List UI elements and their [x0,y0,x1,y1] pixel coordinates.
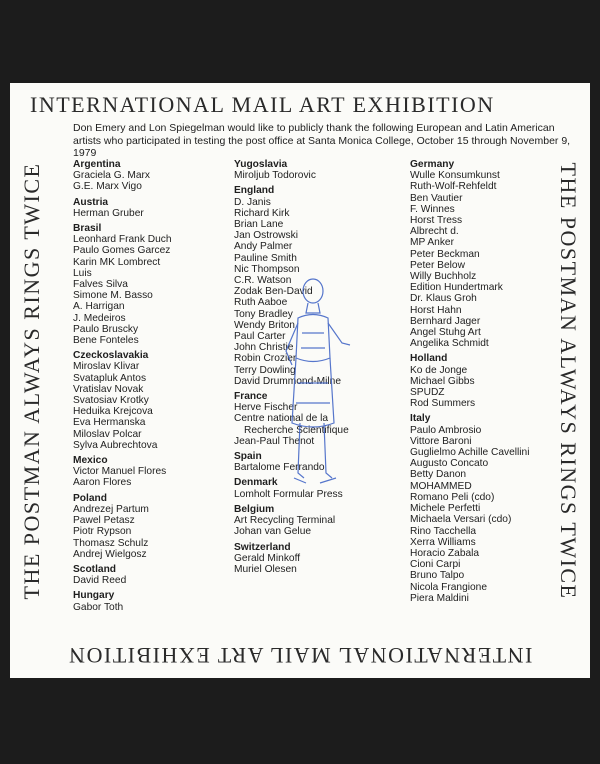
artist-name: D. Janis [234,196,271,208]
artist-name: Sylva Aubrechtova [73,439,158,451]
intro-text: Don Emery and Lon Spiegelman would like to publicly thank the following European and Latin American artists who participated in testing the post office at Santa Monica College, October 15 through November 9, 1979 [73,122,571,159]
country-heading: Brasil [73,223,102,235]
artist-name: Recherche Scientifique [244,424,349,436]
artist-name: Eva Hermanska [73,417,146,429]
artist-name: MOHAMMED [410,480,472,492]
artist-name: Gerald Minkoff [234,552,301,564]
banner-right: THE POSTMAN ALWAYS RINGS TWICE [556,162,581,600]
banner-top: INTERNATIONAL MAIL ART EXHIBITION [30,92,495,117]
artist-column-3 [410,159,580,604]
artist-name: Romano Peli (cdo) [410,491,495,503]
artist-name: Svatapluk Antos [73,372,147,384]
artist-name: Vratislav Novak [73,383,144,395]
artist-name: MP Anker [410,237,454,249]
artist-name: Jean-Paul Thenot [234,435,315,447]
artist-name: Ben Vautier [410,192,463,204]
artist-name: Piera Maldini [410,592,469,604]
artist-name: Angelika Schmidt [410,338,489,350]
artist-name: Terry Dowling [234,364,296,376]
artist-name: Vittore Baroni [410,435,472,447]
artist-name: Art Recycling Terminal [234,515,336,527]
artist-name: Tony Bradley [234,308,293,320]
artist-name: Michele Perfetti [410,503,481,515]
artist-name: Michael Gibbs [410,375,475,387]
artist-name: Leonhard Frank Duch [73,234,172,246]
country-heading: Austria [73,196,109,208]
artist-name: Miroljub Todorovic [234,170,316,182]
artist-name: Edition Hundertmark [410,282,503,294]
artist-name: Betty Danon [410,469,467,481]
artist-column-1 [73,159,223,613]
artist-name: Ruth Aaboe [234,297,288,309]
artist-name: Nicola Frangione [410,581,488,593]
artist-name: Aaron Flores [73,477,132,489]
artist-name: Horacio Zabala [410,547,480,559]
artist-name: Herman Gruber [73,207,144,219]
artist-name: Augusto Concato [410,458,489,470]
artist-name: SPUDZ [410,387,445,399]
artist-name: Andrezej Partum [73,503,149,515]
artist-name: Ko de Jonge [410,364,468,376]
artist-name: Zodak Ben-David [234,286,313,298]
artist-name: A. Harrigan [73,301,125,313]
banner-left: THE POSTMAN ALWAYS RINGS TWICE [19,162,44,600]
country-heading: Spain [234,451,262,463]
country-heading: Holland [410,353,448,365]
country-heading: Czeckoslavakia [73,350,149,362]
artist-name: Peter Below [410,259,465,271]
artist-name: J. Medeiros [73,312,126,324]
artist-name: Rino Tacchella [410,525,477,537]
artist-name: Heduika Krejcova [73,406,153,418]
artist-name: Gabor Toth [73,601,124,613]
artist-name: Wendy Briton [234,319,295,331]
artist-name: Cioni Carpi [410,559,461,571]
artist-name: Paul Carter [234,331,286,343]
country-heading: France [234,391,268,403]
artist-name: Karin MK Lombrect [73,256,161,268]
artist-name: Andrej Wielgosz [73,548,147,560]
country-heading: Belgium [234,503,275,515]
artist-name: Jan Ostrowski [234,230,298,242]
country-heading: Germany [410,159,455,170]
artist-name: Victor Manuel Flores [73,466,167,478]
artist-name: Thomasz Schulz [73,537,149,549]
artist-name: Lomholt Formular Press [234,488,343,500]
banner-bottom: INTERNATIONAL MAIL ART EXHIBITION [67,643,533,668]
artist-name: C.R. Watson [234,275,292,287]
artist-name: David Drummond-Milne [234,375,341,387]
artist-name: Bruno Talpo [410,570,465,582]
artist-name: Dr. Klaus Groh [410,293,477,305]
artist-name: Rod Summers [410,398,476,410]
artist-name: Graciela G. Marx [73,170,150,182]
artist-name: John Christie [234,342,294,354]
artist-name: Svatosiav Krotky [73,395,149,407]
artist-name: Brian Lane [234,219,284,231]
artist-name: Miroslav Klivar [73,361,140,373]
country-heading: Poland [73,492,107,504]
artist-name: Luis [73,267,92,279]
artist-name: Bartalome Ferrando [234,462,325,474]
artist-name: Michaela Versari (cdo) [410,514,512,526]
artist-name: Richard Kirk [234,207,290,219]
artist-name: Simone M. Basso [73,290,153,302]
artist-name: Muriel Olesen [234,563,297,575]
artist-name: Paulo Bruscky [73,323,139,335]
artist-name: Johan van Gelue [234,526,312,538]
country-heading: England [234,185,275,197]
country-heading: Italy [410,413,431,425]
country-heading: Scotland [73,563,117,575]
country-heading: Denmark [234,477,278,489]
country-heading: Hungary [73,590,115,602]
artist-name: Nic Thompson [234,263,300,275]
artist-name: Herve Fischer [234,402,298,414]
artist-name: Ruth-Wolf-Rehfeldt [410,181,497,193]
stamped-figure-illustration [268,273,358,503]
artist-name: Pauline Smith [234,252,297,264]
artist-name: Andy Palmer [234,241,293,253]
country-heading: Switzerland [234,541,291,553]
artist-name: Willy Buchholz [410,271,477,283]
country-heading: Yugoslavia [234,159,288,170]
artist-name: G.E. Marx Vigo [73,181,142,193]
artist-name: David Reed [73,575,127,587]
artist-name: Paulo Gomes Garcez [73,245,171,257]
artist-name: Miloslav Polcar [73,428,142,440]
artist-name: Peter Beckman [410,248,480,260]
artist-name: Guglielmo Achille Cavellini [410,447,530,459]
artist-name: Piotr Rypson [73,526,132,538]
artist-name: Horst Tress [410,215,463,227]
artist-name: Albrecht d. [410,226,459,238]
artist-name: Robin Crozier [234,353,297,365]
artist-name: Bernhard Jager [410,315,481,327]
artist-name: F. Winnes [410,203,455,215]
artist-name: Bene Fonteles [73,335,139,347]
exhibition-card [10,83,590,678]
artist-name: Centre national de la [234,413,329,425]
artist-name: Horst Hahn [410,304,462,316]
artist-name: Falves Silva [73,279,128,291]
artist-name: Wulle Konsumkunst [410,170,500,182]
country-heading: Argentina [73,159,121,170]
artist-name: Xerra Williams [410,536,476,548]
country-heading: Mexico [73,455,108,467]
artist-name: Paulo Ambrosio [410,424,482,436]
artist-name: Angel Stuhg Art [410,327,481,339]
artist-name: Pawel Petasz [73,515,135,527]
